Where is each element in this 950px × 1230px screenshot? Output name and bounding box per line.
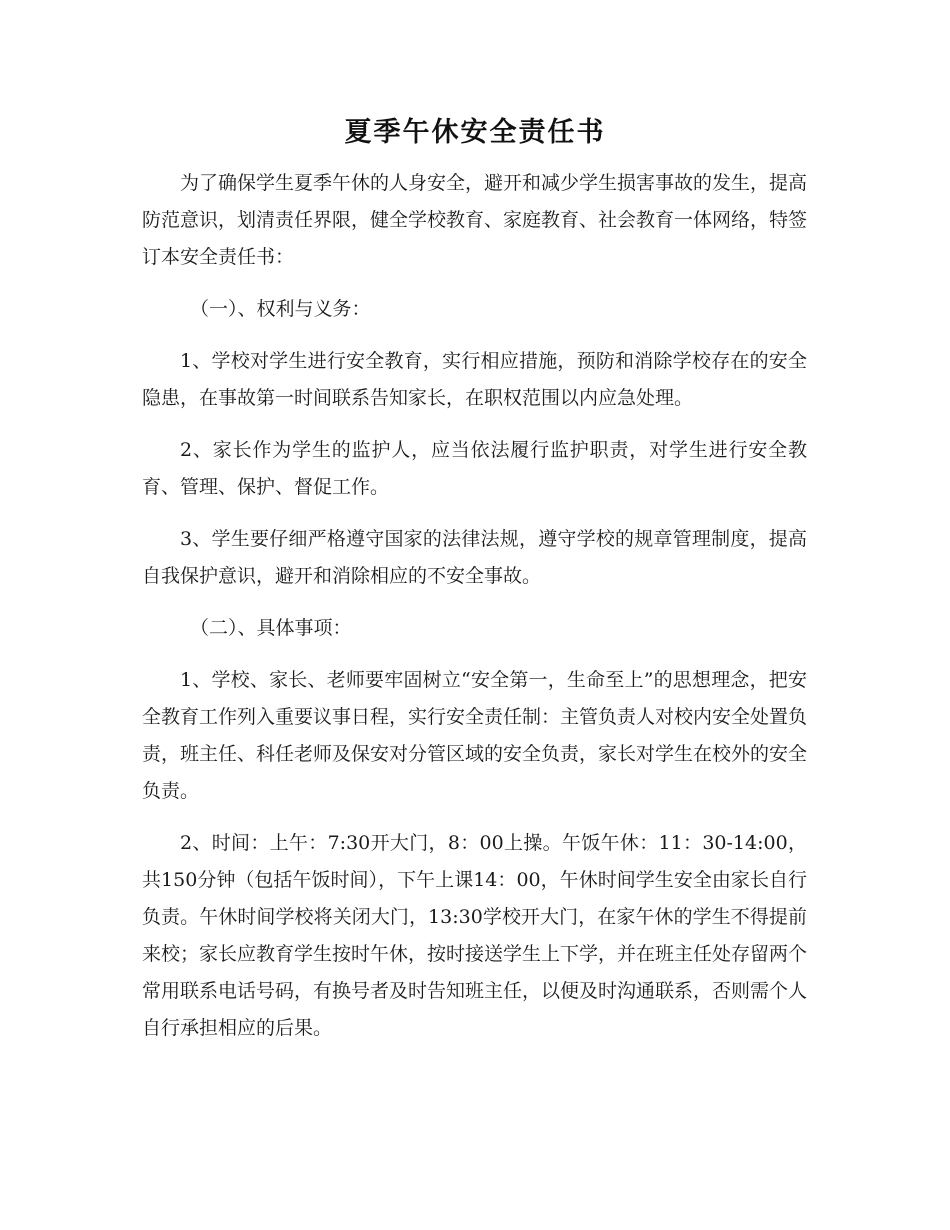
document-title: 夏季午休安全责任书 [344, 117, 606, 148]
section-heading-details: （二）、具体事项： [190, 617, 352, 639]
rights-item-2: 2、家长作为学生的监护人，应当依法履行监护职责，对学生进行安全教育、管理、保护、督促工作。 [142, 439, 807, 498]
rights-item-3: 3、学生要仔细严格遵守国家的法律法规，遵守学校的规章管理制度，提高自我保护意识，避开和消除相应的不安全事故。 [142, 528, 807, 587]
rights-item-1: 1、学校对学生进行安全教育，实行相应措施，预防和消除学校存在的安全隐患，在事故第一时间联系告知家长，在职权范围以内应急处理。 [142, 350, 807, 409]
intro-paragraph: 为了确保学生夏季午休的人身安全，避开和减少学生损害事故的发生，提高防范意识，划清责任界限，健全学校教育、家庭教育、社会教育一体网络，特签订本安全责任书： [142, 172, 808, 268]
details-item-2: 2、时间：上午：7:30开大门，8：00上操。午饭午休：11：30-14:00，共150分钟（包括午饭时间），下午上课14：00，午休时间学生安全由家长自行负责。午休时间学校将关闭大门，13:30学校开大门，在家午休的学生不得提前来校；家长应教育学生按时午休，按时接送学生上下学，并在班主任处存留两个常用联系电话号码，有换号者及时告知班主任，以便及时沟通联系，否则需个人自行承担相应的后果。 [142, 832, 808, 1039]
details-item-1: 1、学校、家长、老师要牢固树立“安全第一，生命至上”的思想理念，把安全教育工作列入重要议事日程，实行安全责任制：主管负责人对校内安全处置负责，班主任、科任老师及保安对分管区域的安全负责，家长对学生在校外的安全负责。 [142, 669, 808, 802]
document-body [142, 165, 807, 1062]
section-heading-rights: （一）、权利与义务： [190, 298, 371, 320]
